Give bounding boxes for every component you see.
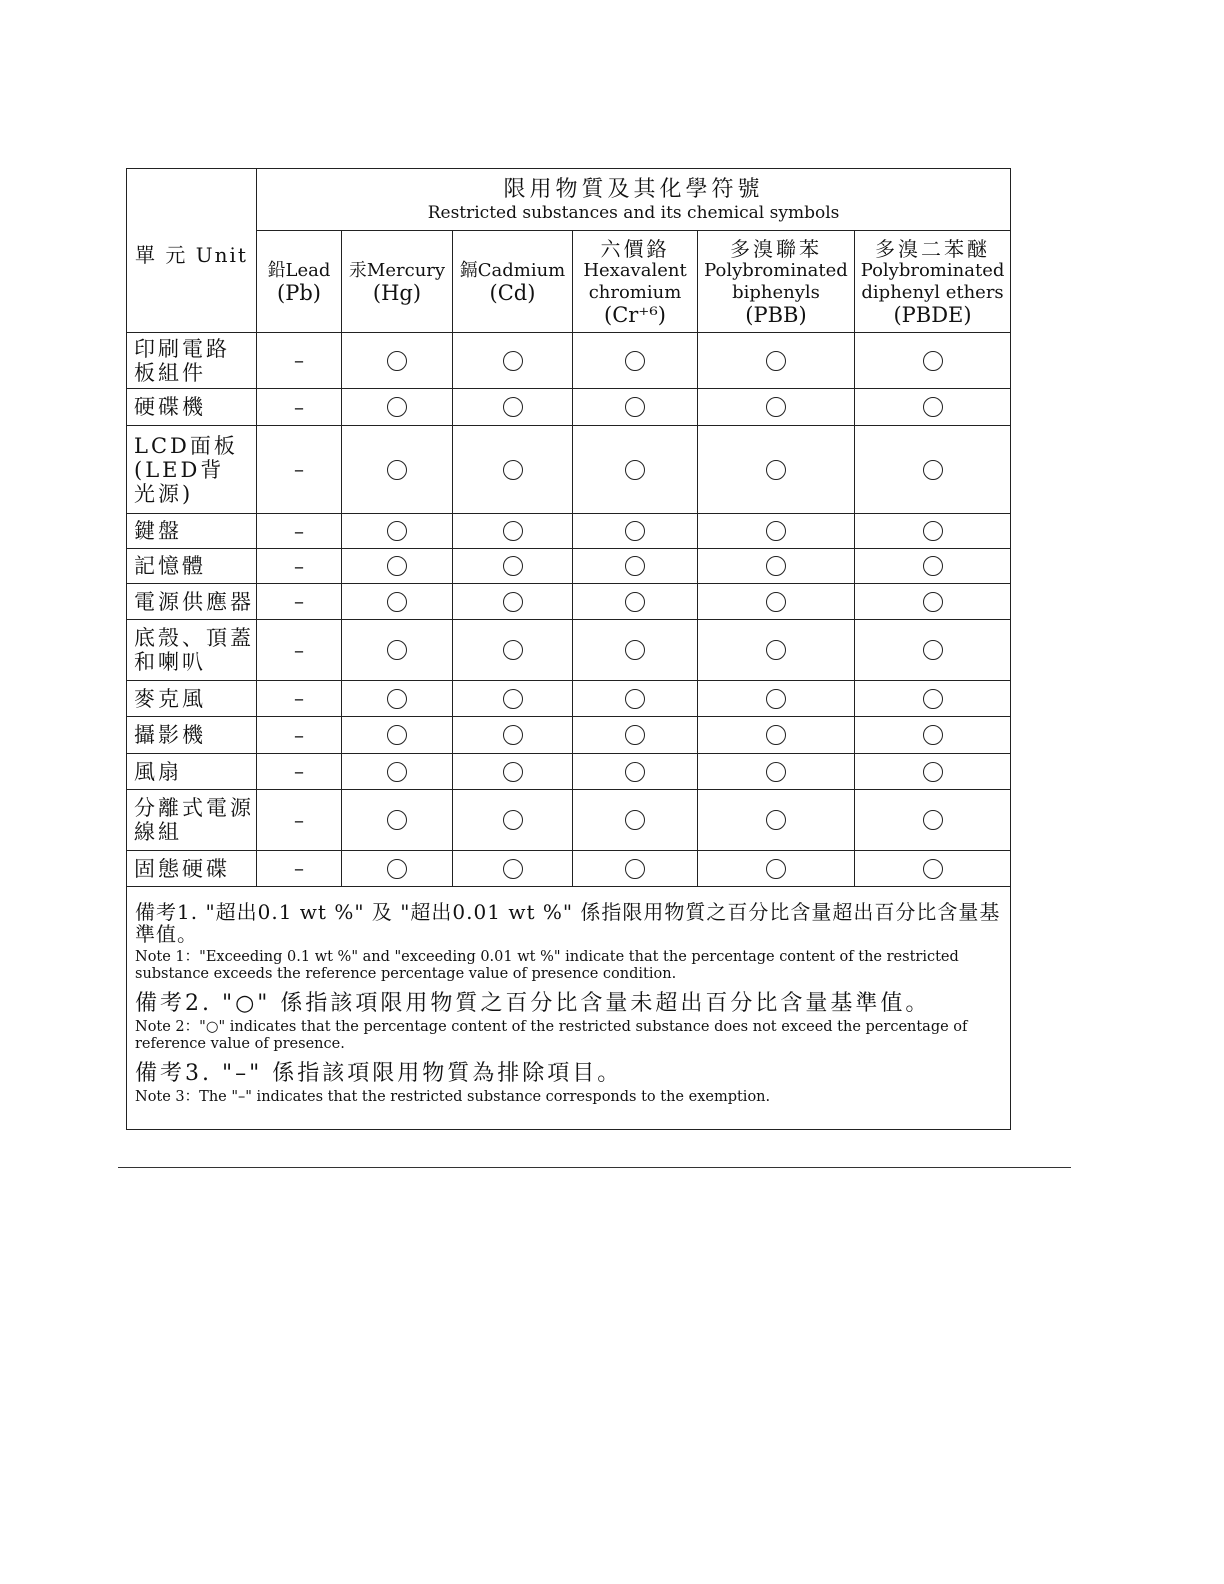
circle-mark-icon (387, 640, 407, 660)
circle-mark-icon (387, 351, 407, 371)
mark-cell (573, 790, 698, 851)
mark-cell (573, 584, 698, 620)
circle-mark-icon (766, 397, 786, 417)
note-3-english: Note 3：The "–" indicates that the restricted substance corresponds to the exemption. (135, 1089, 771, 1105)
circle-mark-icon (766, 859, 786, 879)
mark-cell (855, 717, 1011, 754)
table-row (127, 514, 1011, 549)
circle-mark-icon (766, 762, 786, 782)
mark-cell (453, 584, 573, 620)
mark-cell (573, 620, 698, 681)
mark-cell (342, 681, 453, 717)
mark-cell (573, 681, 698, 717)
circle-mark-icon (387, 460, 407, 480)
dash-mark: – (294, 807, 304, 832)
table-row (127, 851, 1011, 887)
column-header-symbol: (PBB) (745, 302, 807, 327)
circle-mark-icon (387, 397, 407, 417)
row-label: 固態硬碟 (127, 851, 257, 887)
table-row (127, 426, 1011, 514)
mark-cell (573, 754, 698, 790)
mark-cell (573, 389, 698, 426)
mark-cell (342, 584, 453, 620)
table-row (127, 681, 1011, 717)
circle-mark-icon (625, 351, 645, 371)
circle-mark-icon (625, 689, 645, 709)
circle-mark-icon (766, 640, 786, 660)
mark-cell (855, 681, 1011, 717)
circle-mark-icon (625, 521, 645, 541)
circle-mark-icon (387, 592, 407, 612)
circle-mark-icon (766, 592, 786, 612)
mark-cell (342, 620, 453, 681)
circle-mark-icon (387, 810, 407, 830)
mark-cell (573, 851, 698, 887)
circle-mark-icon (503, 810, 523, 830)
column-header-chinese: 多溴聯苯 (730, 236, 822, 261)
dash-mark: – (294, 856, 304, 880)
mark-cell (573, 717, 698, 754)
row-label: 攝影機 (127, 717, 257, 754)
circle-mark-icon (766, 689, 786, 709)
circle-mark-icon (766, 521, 786, 541)
mark-cell (855, 584, 1011, 620)
column-header (257, 231, 342, 333)
mark-cell (257, 584, 342, 620)
mark-cell (698, 333, 855, 389)
row-label: 底殼、頂蓋 和喇叭 (127, 620, 257, 681)
column-header (573, 231, 698, 333)
circle-mark-icon (923, 762, 943, 782)
circle-mark-icon (387, 725, 407, 745)
mark-cell (855, 851, 1011, 887)
circle-mark-icon (923, 460, 943, 480)
circle-mark-icon (923, 689, 943, 709)
table-row (127, 620, 1011, 681)
circle-mark-icon (923, 592, 943, 612)
circle-mark-icon (923, 521, 943, 541)
mark-cell (257, 389, 342, 426)
row-label: 麥克風 (127, 681, 257, 717)
dash-mark: – (294, 518, 304, 543)
table-row (127, 389, 1011, 426)
mark-cell (453, 426, 573, 514)
circle-mark-icon (766, 460, 786, 480)
mark-cell (855, 754, 1011, 790)
mark-cell (453, 514, 573, 549)
circle-mark-icon (766, 351, 786, 371)
row-label: 硬碟機 (127, 389, 257, 426)
dash-mark: – (294, 457, 304, 481)
circle-mark-icon (503, 592, 523, 612)
table-row (127, 754, 1011, 790)
circle-mark-icon (625, 810, 645, 830)
mark-cell (257, 549, 342, 584)
mark-cell (453, 754, 573, 790)
table-row (127, 333, 1011, 389)
mark-cell (257, 514, 342, 549)
dash-mark: – (294, 759, 304, 783)
mark-cell (698, 514, 855, 549)
circle-mark-icon (503, 351, 523, 371)
column-header (698, 231, 855, 333)
table-caption (257, 169, 1011, 231)
circle-mark-icon (766, 725, 786, 745)
circle-mark-icon (387, 521, 407, 541)
column-header-symbol: (Cd) (489, 280, 536, 305)
circle-mark-icon (625, 859, 645, 879)
mark-cell (855, 333, 1011, 389)
circle-mark-icon (625, 592, 645, 612)
note-3-chinese: 備考3. "–" 係指該項限用物質為排除項目。 (135, 1061, 623, 1086)
column-header-name: 汞Mercury (348, 259, 446, 281)
note-2-chinese: 備考2. "○" 係指該項限用物質之百分比含量未超出百分比含量基準值。 (135, 991, 931, 1016)
row-label: 風扇 (127, 754, 257, 790)
circle-mark-icon (625, 725, 645, 745)
mark-cell (257, 851, 342, 887)
mark-cell (342, 717, 453, 754)
column-header (342, 231, 453, 333)
dash-mark: – (294, 553, 304, 578)
caption-english: Restricted substances and its chemical symbols (427, 202, 840, 223)
row-label: 印刷電路 板組件 (127, 333, 257, 389)
circle-mark-icon (923, 640, 943, 660)
mark-cell (257, 717, 342, 754)
mark-cell (453, 681, 573, 717)
row-label: 電源供應器 (127, 584, 257, 620)
note-2-english: Note 2："○" indicates that the percentage content of the restricted substance does not exceed the percentage of reference value of presence. (135, 1019, 968, 1052)
circle-mark-icon (503, 556, 523, 576)
mark-cell (698, 584, 855, 620)
mark-cell (342, 754, 453, 790)
mark-cell (698, 717, 855, 754)
bottom-divider (118, 1167, 1071, 1168)
mark-cell (342, 514, 453, 549)
circle-mark-icon (503, 689, 523, 709)
mark-cell (257, 754, 342, 790)
notes-section (127, 887, 1011, 1130)
circle-mark-icon (387, 556, 407, 576)
row-label: LCD面板 (LED背 光源) (127, 426, 257, 514)
note-1-chinese: 備考1. "超出0.1 wt %" 及 "超出0.01 wt %" 係指限用物質之百分比含量超出百分比含量基準值。 (135, 900, 1001, 946)
mark-cell (342, 851, 453, 887)
mark-cell (342, 790, 453, 851)
column-header-name: Polybrominated biphenyls (704, 259, 848, 303)
circle-mark-icon (766, 556, 786, 576)
column-header-name: Hexavalent chromium (583, 259, 687, 303)
circle-mark-icon (387, 689, 407, 709)
restricted-substances-table (126, 168, 1011, 1130)
column-header-symbol: (Cr⁺⁶) (604, 302, 666, 327)
mark-cell (698, 620, 855, 681)
dash-mark: – (294, 686, 304, 710)
mark-cell (342, 549, 453, 584)
dash-mark: – (294, 348, 304, 372)
mark-cell (573, 333, 698, 389)
mark-cell (453, 790, 573, 851)
mark-cell (257, 333, 342, 389)
column-header-chinese: 多溴二苯醚 (875, 236, 991, 261)
mark-cell (453, 620, 573, 681)
mark-cell (573, 514, 698, 549)
circle-mark-icon (923, 859, 943, 879)
circle-mark-icon (503, 725, 523, 745)
mark-cell (342, 389, 453, 426)
circle-mark-icon (766, 810, 786, 830)
circle-mark-icon (625, 460, 645, 480)
mark-cell (855, 389, 1011, 426)
unit-header: 單 元 Unit (127, 169, 257, 333)
dash-mark: – (294, 394, 304, 419)
mark-cell (698, 851, 855, 887)
column-header-symbol: (PBDE) (893, 302, 972, 327)
table-row (127, 549, 1011, 584)
mark-cell (257, 620, 342, 681)
mark-cell (573, 426, 698, 514)
mark-cell (698, 389, 855, 426)
mark-cell (698, 790, 855, 851)
dash-mark: – (294, 637, 304, 662)
row-label: 分離式電源 線組 (127, 790, 257, 851)
mark-cell (453, 851, 573, 887)
table-row (127, 584, 1011, 620)
mark-cell (573, 549, 698, 584)
mark-cell (698, 754, 855, 790)
column-header-symbol: (Hg) (372, 280, 422, 305)
mark-cell (698, 426, 855, 514)
circle-mark-icon (923, 397, 943, 417)
row-label: 鍵盤 (127, 514, 257, 549)
mark-cell (257, 790, 342, 851)
circle-mark-icon (503, 640, 523, 660)
column-header-name: Polybrominated diphenyl ethers (860, 259, 1005, 303)
mark-cell (698, 681, 855, 717)
mark-cell (257, 681, 342, 717)
table-row (127, 790, 1011, 851)
column-header-name: 鉛Lead (267, 259, 331, 281)
mark-cell (342, 333, 453, 389)
circle-mark-icon (387, 859, 407, 879)
column-header-chinese: 六價鉻 (600, 236, 670, 261)
circle-mark-icon (625, 762, 645, 782)
dash-mark: – (294, 589, 304, 613)
mark-cell (855, 620, 1011, 681)
mark-cell (855, 426, 1011, 514)
mark-cell (453, 717, 573, 754)
caption-chinese: 限用物質及其化學符號 (503, 176, 764, 202)
column-header-name: 鎘Cadmium (459, 259, 566, 281)
mark-cell (855, 549, 1011, 584)
circle-mark-icon (503, 460, 523, 480)
mark-cell (257, 426, 342, 514)
column-header (453, 231, 573, 333)
mark-cell (342, 426, 453, 514)
circle-mark-icon (625, 556, 645, 576)
mark-cell (453, 549, 573, 584)
circle-mark-icon (625, 640, 645, 660)
dash-mark: – (294, 722, 304, 747)
circle-mark-icon (503, 762, 523, 782)
circle-mark-icon (923, 351, 943, 371)
row-label: 記憶體 (127, 549, 257, 584)
column-header-symbol: (Pb) (277, 280, 321, 305)
mark-cell (855, 514, 1011, 549)
circle-mark-icon (923, 725, 943, 745)
table-row (127, 717, 1011, 754)
circle-mark-icon (923, 810, 943, 830)
circle-mark-icon (923, 556, 943, 576)
circle-mark-icon (503, 521, 523, 541)
column-header (855, 231, 1011, 333)
circle-mark-icon (625, 397, 645, 417)
note-1-english: Note 1："Exceeding 0.1 wt %" and "exceeding 0.01 wt %" indicate that the percentage content of the restricted substance exceeds the reference percentage value of presence condition. (135, 949, 959, 982)
mark-cell (698, 549, 855, 584)
mark-cell (453, 333, 573, 389)
mark-cell (453, 389, 573, 426)
circle-mark-icon (503, 397, 523, 417)
circle-mark-icon (503, 859, 523, 879)
circle-mark-icon (387, 762, 407, 782)
mark-cell (855, 790, 1011, 851)
